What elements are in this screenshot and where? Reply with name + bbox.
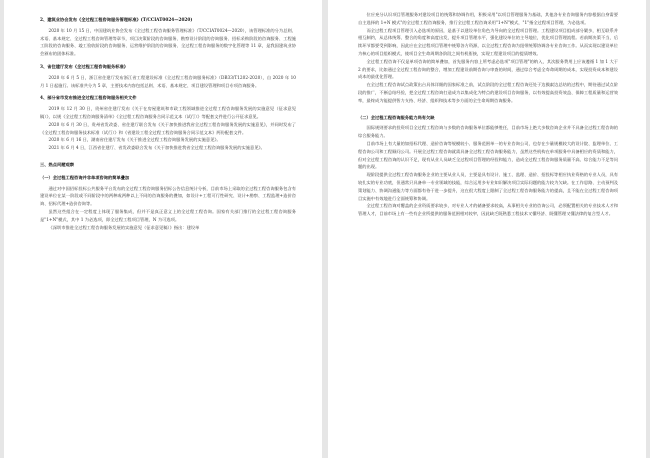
paragraph: 目前市场上有大量的如招标代理、造价咨询等规模较小、服务范围单一的专业咨询公司，也存在少量规模较大的设计院、监理单位、工程咨询公司和工程顾问公司。开展全过程工程咨询就需具备全过程工程咨询服务能力，虽然这些机构在单项服务中具备相应的资质和能力，但对全过程工程咨询的认识不足，现有从业人员缺乏全过程项目管理的经验和能力，造成全过程工程咨询服务质量不高、综合能力不足等问题的出现。 [358,141,618,171]
section-heading: （一）全过程工程咨询并非单项咨询的简单叠加 [40,175,130,181]
section-heading: 2、建筑业协会发布《全过程工程咨询服务管理标准》(T/CCIAT0024—2020) [40,18,193,23]
section-heading: 3、省住建厅发布《全过程工程咨询服务标准》 [40,64,128,70]
page-body [358,12,618,219]
document-page-right [328,0,646,458]
paragraph: 2020 年 6 月 30 日，贵州省发改委、省住建厅联合发布《关于加快推进我省全过程工程咨询服务发展的实施意见》，并同时发布了《全过程工程咨询服务技术标准（试行）》和《省建设工程全过程工程咨询服务合同示范文本》两份配套文件。 [40,122,296,136]
paragraph: 2020 年 10 月 15 日，中国建筑业协会发布《全过程工程咨询服务管理标准》（T/CCIAT0024—2020），该管理标准的分为总则、术语、基本规定、全过程工程咨询管理等章节，项目决策阶段的咨询服务、勘察设计阶段的咨询服务、招标采购阶段的咨询服务、工程施工阶段的咨询服务、竣工验收阶段的咨询服务、运营维护阶段的咨询服务、全过程工程咨询服务的数字化管理等 11 章，是我国建筑业协会颁布的团体标准。 [40,28,296,58]
paragraph: 2019 年 12 月 30 日，贵州省住建厅发布《关于在房屋建筑和市政工程领域推进全过程工程咨询服务发展的实施意见（征求意见稿）》，以规《全过程工程咨询服务清单》《全过程工程咨询服务合同示范文本（试行）》等配套文件进行公开征求意见。 [40,107,296,120]
document-page-left [4,0,322,458]
section-heading: （二）全过程工程咨询服务能力尚有欠缺 [358,115,435,121]
paragraph: 现阶段提供全过程工程咨询服务企业的主要从业人员，主要是具有设计、施工、监理、造价、招投标等相应执业资格的专业人员，具有较扎实的专业功底，但通常只具备单一专业领域的技能，综合运用多专业知识解决项目实际问题的能力较为欠缺。在工作思路、主动预判及策划能力、协调沟通能力等方面都有待于进一步提升，这在很大程度上限制了全过程工程咨询服务能力的提高，且不能在全过程工程咨询项目实施中有效地进行全面统筹和协调。 [358,173,618,202]
paragraph: 在全过程工程咨询试点政策出台具体详细的国家标准之前，试点阶段的全过程工程咨询还处于边摸索边总结的过程中，期待通过试点阶段的推广，不断总结经验，把全过程工程咨询打造成为以集成化为特点的建设项目咨询服务，以有效提高投资效益、保障工程质量和运营效率，最终成为能提供智力支持、经济、组织和技术等多方面的全生命周期咨询服务。 [358,83,618,104]
paragraph: 《深圳市推进全过程工程咨询服务发展的实施意见（征求意见稿）》指出：建设单 [48,225,200,231]
paragraph: 虽然这些组合在一定程度上体现了服务集成，但并不是真正意义上的全过程工程咨询。国家有关部门推行的全过程工程咨询服务是"1+N"模式，其中 1 为必选项，即全过程工程项目管理，N 为可选项。 [40,209,296,223]
paragraph: 全过程工程咨询对覆盖的企业资质要求较多，对专业人才的储备要求较高，从事相关专业的咨询公司，必须配置相关的专业技术人才和管理人才，目前市场上有一些有企业所提供的服务范围相对较窄，因此缺乏既熟悉工程技术又懂经济、既懂管理又懂法律的复合型人才。 [358,204,618,218]
section-heading: 4、部分省市发布推进全过程工程咨询服务相关文件 [40,96,137,102]
paragraph: 通过对中国招标投标公共服务平台发布的全过程工程咨询服务招标公告信息统计分析，目前市场上采取的全过程工程咨询服务包含有建设单位在某一阶段或不同阶段中的两种或两种以上不同的咨询服务的叠加，如设计+工程可行性研究、设计+勘察、工程监理+造价咨询、招标代理+造价咨询等。 [40,186,296,208]
spacer [358,106,618,110]
spacer [40,153,296,157]
paragraph: 国际规则要求的投资项目全过程工程咨询与多数的咨询服务单位都能够胜任，目前市场上绝大多数咨询企业并不具备全过程工程咨询的综合服务能力。 [358,126,618,140]
page-body [40,17,296,232]
paragraph: 全过程工程咨询不仅是单项咨询的简单叠加，首先服务内容上所考虑必选项"项目管理"的纳入，其次服务费用上应该遵循 1 加 1 大于 2 的要求，比如通过全过程工程咨询的整合，增加工程建设前期咨询与审查的时间，通过综合考虑全寿命周期的成本，实现投资成本和建设成本的最优化管理。 [358,59,618,81]
paragraph: 位应充分认识项目管理服务对建设项目的统筹和协调作用，积极采用"以项目管理服务为基础，其他各专业咨询服务内容根据自身需要自主选择的 1+N 模式"的全过程工程咨询服务，推行全过程工程咨询采用"1+N"模式，"1"指全过程项目管理，为必选项。 [358,13,618,26]
section-heading: 三、热点问题观察 [40,162,75,168]
paragraph: 2021 年 6 月 4 日，江西省住建厅、省发改委联合发布《关于加快推进我省全过程工程咨询服务发展的实施意见》。 [48,146,265,152]
paragraph: 2020 年 6 月 16 日，湖南省住建厅发布《关于推进全过程工程咨询服务发展的实施意见》。 [48,138,221,144]
paragraph: 而全过程工程项目管理引入必选项的原因，是基于以建设单位角色为导向的全过程项目管理。工程建设项目组成部分繁多，相互联系并相互制约，从总体统筹、整合的角度和高度出发，提升项目管理水平，强化建设单位的主导地位，优化项目管理流程。若前期决策不当，后续环节都要受到影响，因此应在全过程项目管理中统筹各方资源，以全过程工程咨询为纽带统筹协调各专业咨询工作。从而实现以建设单位为核心的项目组织模式，使项目全生命周期各阶段之间有机衔接，实现工程建设项目的提质增效。 [358,28,618,57]
paragraph: 2020 年 6 月 5 日，浙江省住建厅发布浙江省工程建设标准《全过程工程咨询服务标准》（DB33/T1202-2020），自 2020 年 10 月 1 日起施行。该标准共分为 5 章，主要技术内容包括总则、术语、基本规定、项目建设管理和项目专项咨询服务。 [40,75,296,89]
